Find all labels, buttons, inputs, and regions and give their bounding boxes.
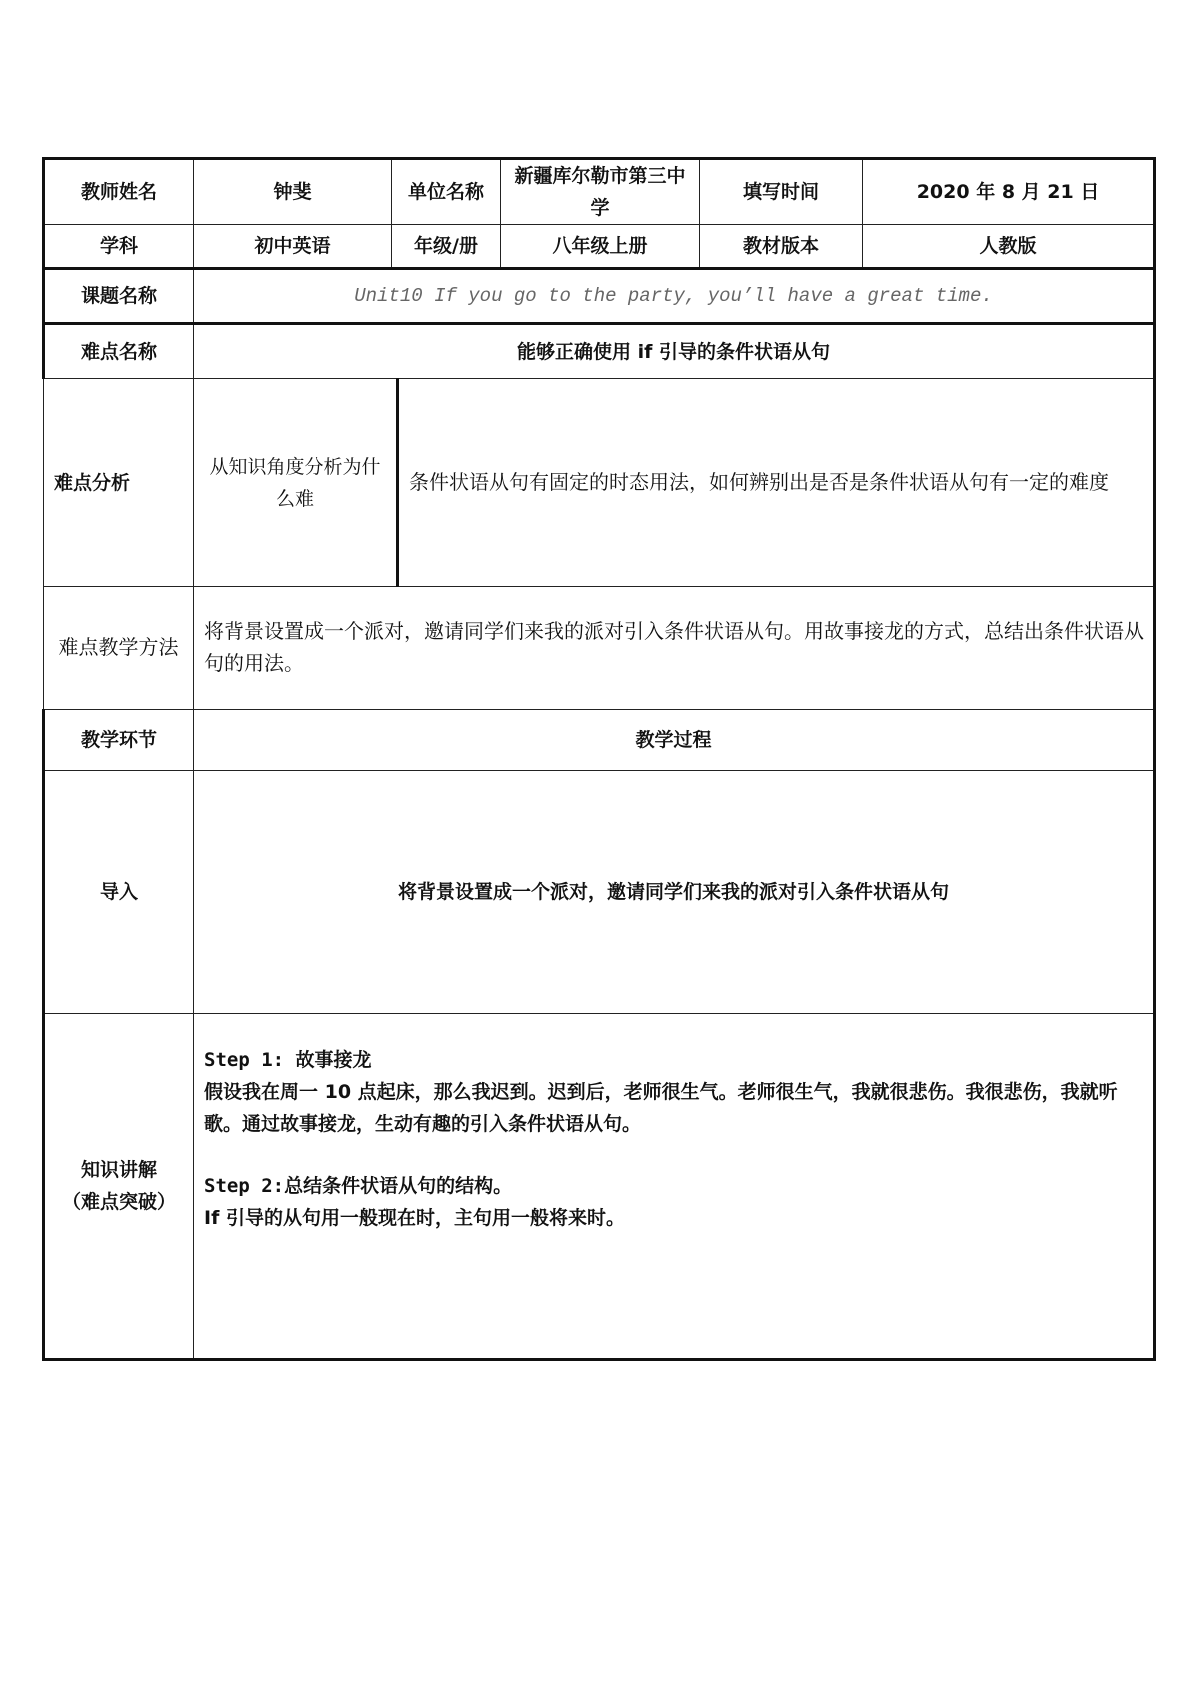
- teacher-name-value: 钟斐: [194, 159, 392, 225]
- lesson-plan-table: [42, 157, 1156, 1361]
- textbook-value: 人教版: [863, 225, 1155, 269]
- intro-row: [44, 771, 1155, 1014]
- topic-label: 课题名称: [44, 269, 194, 324]
- method-row: [44, 587, 1155, 710]
- process-detail-label: 教学过程: [194, 710, 1155, 771]
- unit-name-label: 单位名称: [392, 159, 501, 225]
- header-row-2: [44, 225, 1155, 269]
- intro-label: 导入: [44, 771, 194, 1014]
- analysis-sub-label: 从知识角度分析为什么难: [194, 379, 398, 587]
- step1-text: 假设我在周一 10 点起床，那么我迟到。迟到后，老师很生气。老师很生气，我就很悲伤。我很悲伤，我就听歌。通过故事接龙，生动有趣的引入条件状语从句。: [204, 1081, 1118, 1135]
- method-label: 难点教学方法: [44, 587, 194, 710]
- grade-value: 八年级上册: [501, 225, 700, 269]
- knowledge-label-line1: 知识讲解: [80, 1159, 157, 1181]
- difficulty-label: 难点名称: [44, 324, 194, 379]
- difficulty-value: 能够正确使用 if 引导的条件状语从句: [194, 324, 1155, 379]
- method-value: 将背景设置成一个派对，邀请同学们来我的派对引入条件状语从句。用故事接龙的方式，总结出条件状语从句的用法。: [194, 587, 1155, 710]
- step-spacer: [204, 1140, 1145, 1170]
- intro-value: 将背景设置成一个派对，邀请同学们来我的派对引入条件状语从句: [194, 771, 1155, 1014]
- analysis-value: 条件状语从句有固定的时态用法，如何辨别出是否是条件状语从句有一定的难度: [398, 379, 1155, 587]
- unit-name-value: 新疆库尔勒市第三中学: [501, 159, 700, 225]
- subject-value: 初中英语: [194, 225, 392, 269]
- analysis-row: [44, 379, 1155, 587]
- knowledge-row: [44, 1014, 1155, 1360]
- fill-date-label: 填写时间: [700, 159, 863, 225]
- teacher-name-label: 教师姓名: [44, 159, 194, 225]
- step1-title: Step 1: 故事接龙: [204, 1049, 372, 1071]
- textbook-label: 教材版本: [700, 225, 863, 269]
- step2-title: Step 2:总结条件状语从句的结构。: [204, 1175, 513, 1197]
- difficulty-row: [44, 324, 1155, 379]
- header-row-1: [44, 159, 1155, 225]
- process-stage-label: 教学环节: [44, 710, 194, 771]
- process-header-row: [44, 710, 1155, 771]
- topic-value: Unit10 If you go to the party, you’ll have a great time.: [194, 269, 1155, 324]
- step2-text: If 引导的从句用一般现在时，主句用一般将来时。: [204, 1207, 625, 1229]
- knowledge-label-line2: （难点突破）: [61, 1191, 176, 1213]
- grade-label: 年级/册: [392, 225, 501, 269]
- subject-label: 学科: [44, 225, 194, 269]
- knowledge-content: [194, 1014, 1155, 1360]
- knowledge-label: [44, 1014, 194, 1360]
- analysis-label: 难点分析: [44, 379, 194, 587]
- topic-row: [44, 269, 1155, 324]
- fill-date-value: 2020 年 8 月 21 日: [863, 159, 1155, 225]
